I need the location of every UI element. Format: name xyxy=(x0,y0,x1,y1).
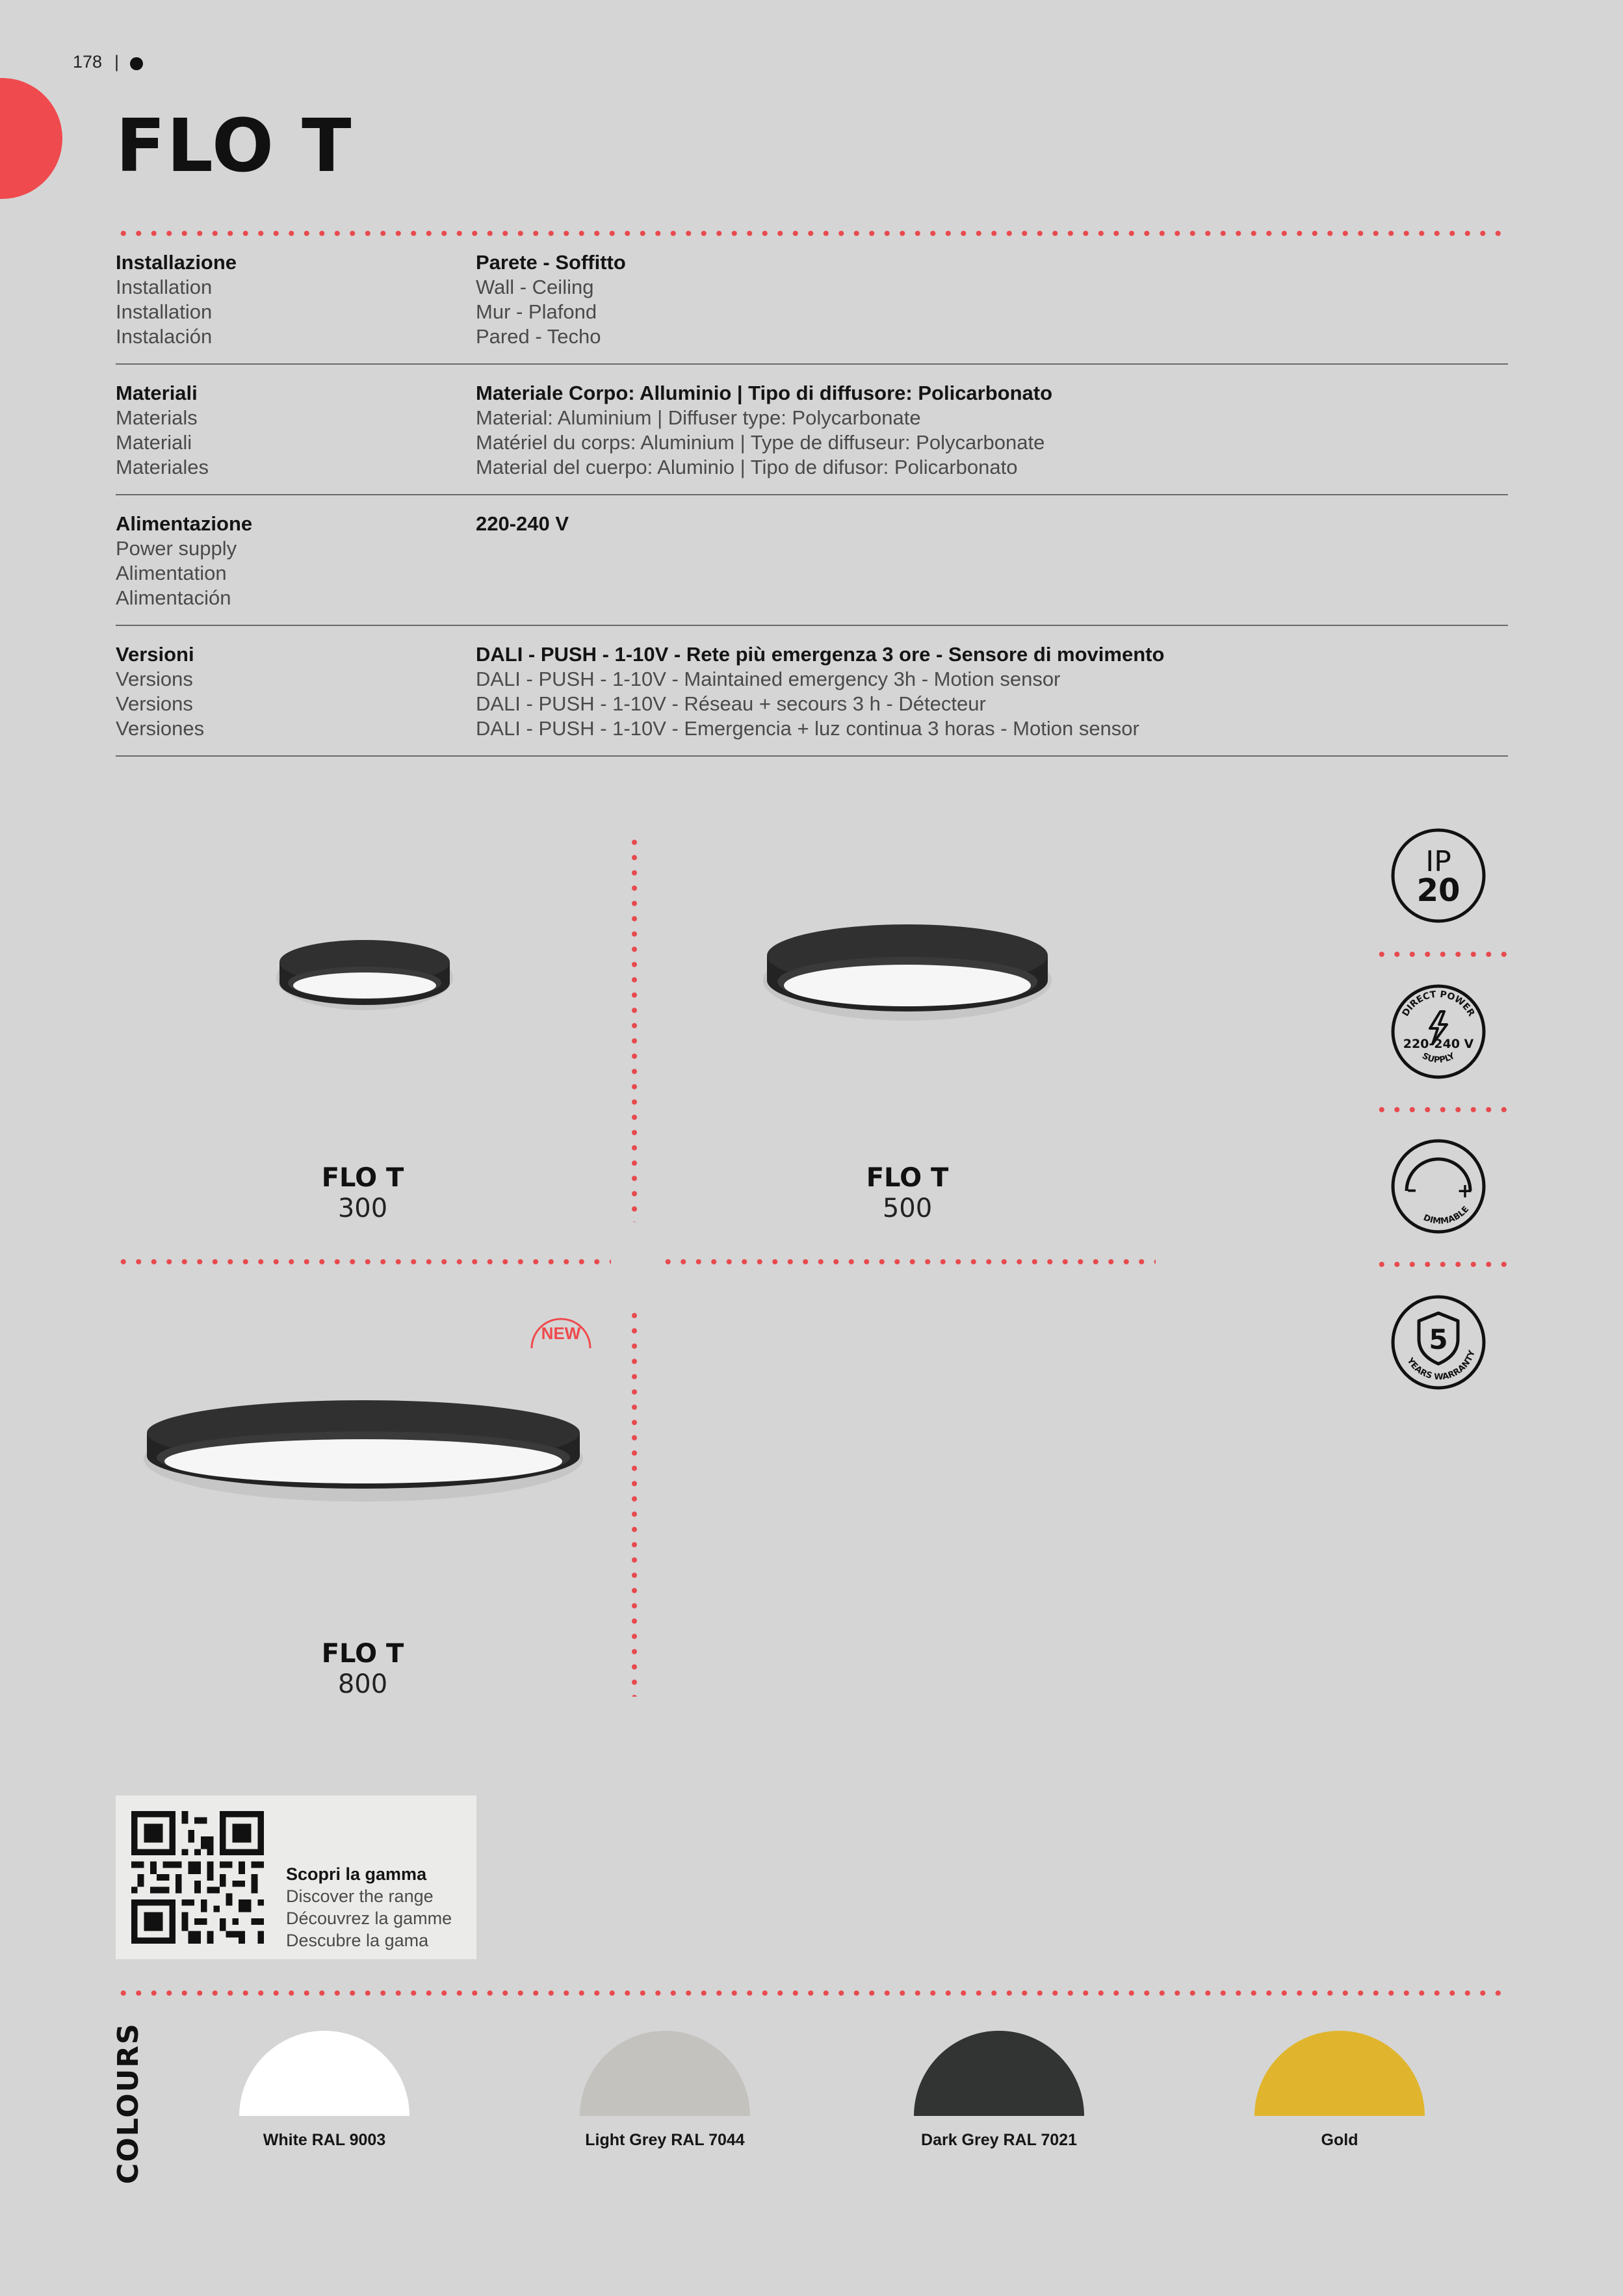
dotted-divider xyxy=(632,835,637,1222)
dotted-divider xyxy=(116,231,1511,236)
flo-t-300-lamp-image xyxy=(273,930,456,1014)
spec-label: Alimentazione xyxy=(116,512,253,535)
dim-plus: + xyxy=(1457,1180,1474,1203)
swatch-label: Dark Grey RAL 7021 xyxy=(921,2131,1077,2149)
dotted-divider xyxy=(116,1990,1511,1996)
swatch-label: White RAL 9003 xyxy=(263,2131,386,2149)
spec-value: Materiale Corpo: Alluminio | Tipo di diffusore: Policarbonato xyxy=(476,382,1053,404)
ip-number: 20 xyxy=(1416,872,1461,909)
swatch-label: Gold xyxy=(1321,2131,1358,2149)
dotted-divider xyxy=(1374,1262,1509,1267)
flo-t-500-lamp-image xyxy=(760,915,1054,1026)
range-link-text: Découvrez la gamme xyxy=(286,1909,452,1928)
bullet-icon xyxy=(130,57,143,70)
range-link-text: Descubre la gama xyxy=(286,1931,429,1950)
spec-value: DALI - PUSH - 1-10V - Réseau + secours 3 h - Détecteur xyxy=(476,692,986,715)
range-link-text: Discover the range xyxy=(286,1886,434,1906)
dimmable-icon xyxy=(1390,1138,1487,1235)
product-size: 800 xyxy=(337,1669,388,1699)
product-name: FLO T xyxy=(321,1163,404,1193)
spec-value: Material del cuerpo: Aluminio | Tipo de difusor: Policarbonato xyxy=(476,456,1018,478)
spec-value: Material: Aluminium | Diffuser type: Polycarbonate xyxy=(476,406,921,429)
spec-label: Materiali xyxy=(116,382,198,404)
dotted-divider xyxy=(660,1259,1156,1264)
power-value: 220-240 V xyxy=(1403,1037,1474,1051)
spec-value: Mur - Plafond xyxy=(476,300,597,323)
spec-label: Materials xyxy=(116,406,198,429)
page-separator: | xyxy=(114,52,120,72)
product-name: FLO T xyxy=(866,1163,949,1193)
dotted-divider xyxy=(1374,952,1509,957)
range-link-title[interactable]: Scopri la gamma xyxy=(286,1864,427,1884)
power-arc-bottom: SUPPLY xyxy=(1420,1051,1457,1065)
spec-label: Installation xyxy=(116,276,213,298)
spec-power-supply xyxy=(116,512,1508,626)
spec-label: Alimentación xyxy=(116,586,231,609)
dotted-divider xyxy=(116,1259,611,1264)
spec-value: Wall - Ceiling xyxy=(476,276,594,298)
product-label-800 xyxy=(265,1638,460,1699)
new-tag: NEW xyxy=(541,1324,581,1343)
qr-code-icon[interactable] xyxy=(131,1811,264,1944)
spec-materials xyxy=(116,381,1508,495)
spec-label: Instalación xyxy=(116,325,213,348)
spec-label: Installazione xyxy=(116,251,237,274)
spec-label: Materiales xyxy=(116,456,209,478)
product-label-500 xyxy=(810,1162,1005,1223)
spec-value: Parete - Soffitto xyxy=(476,251,626,274)
spec-value: DALI - PUSH - 1-10V - Emergencia + luz continua 3 horas - Motion sensor xyxy=(476,717,1139,740)
spec-value: Matériel du corps: Aluminium | Type de diffuseur: Polycarbonate xyxy=(476,431,1045,454)
swatch-dark-grey xyxy=(914,2031,1084,2116)
ip-text: IP xyxy=(1425,845,1451,878)
spec-label: Alimentation xyxy=(116,562,227,584)
flo-t-800-lamp-image xyxy=(140,1391,586,1508)
warranty-icon xyxy=(1390,1294,1487,1391)
spec-label: Versions xyxy=(116,668,193,690)
swatch-gold xyxy=(1254,2031,1425,2116)
discover-range-card[interactable] xyxy=(116,1795,476,1959)
dotted-divider xyxy=(1374,1107,1509,1112)
spec-value: 220-240 V xyxy=(476,512,569,535)
spec-installation xyxy=(116,250,1508,365)
spec-label: Versions xyxy=(116,692,193,715)
dotted-divider xyxy=(632,1308,637,1697)
spec-label: Power supply xyxy=(116,537,237,560)
swatch-light-grey xyxy=(580,2031,750,2116)
spec-label: Materiali xyxy=(116,431,192,454)
spec-value: Pared - Techo xyxy=(476,325,601,348)
dim-minus: – xyxy=(1407,1179,1417,1201)
spec-value: DALI - PUSH - 1-10V - Rete più emergenza 3 ore - Sensore di movimento xyxy=(476,643,1165,666)
product-size: 300 xyxy=(337,1194,388,1223)
spec-label: Versioni xyxy=(116,643,194,666)
product-name: FLO T xyxy=(321,1639,404,1669)
product-size: 500 xyxy=(882,1194,933,1223)
colours-heading: COLOURS xyxy=(112,2022,145,2184)
power-arc-top: DIRECT POWER xyxy=(1400,989,1477,1019)
spec-label: Versiones xyxy=(116,717,205,740)
swatch-white xyxy=(239,2031,409,2116)
svg-text:SUPPLY xyxy=(1420,1051,1457,1065)
spec-versions xyxy=(116,642,1508,757)
ip20-badge-icon xyxy=(1390,827,1487,924)
page-title: FLO T xyxy=(116,104,353,189)
spec-label: Installation xyxy=(116,300,213,323)
product-label-300 xyxy=(265,1162,460,1223)
warranty-arc: YEARS WARRANTY xyxy=(1405,1349,1477,1383)
warranty-number: 5 xyxy=(1429,1324,1448,1355)
spec-value: DALI - PUSH - 1-10V - Maintained emergency 3h - Motion sensor xyxy=(476,668,1061,690)
page-number: 178 xyxy=(73,52,103,72)
dim-arc: DIMMABLE xyxy=(1422,1205,1472,1227)
red-accent-circle xyxy=(0,78,62,199)
direct-power-supply-icon xyxy=(1390,983,1487,1080)
swatch-label: Light Grey RAL 7044 xyxy=(585,2131,745,2149)
